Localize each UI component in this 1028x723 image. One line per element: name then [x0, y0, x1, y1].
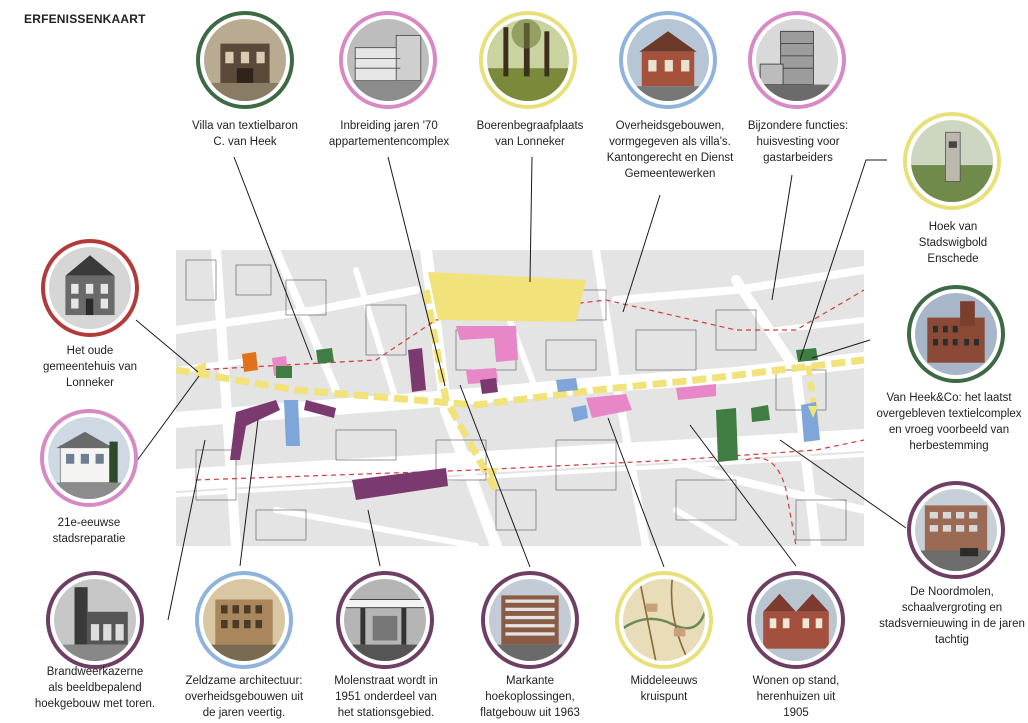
old-building-photo-icon — [756, 19, 838, 101]
markante-caption: Markante hoekoplossingen, flatgebouw uit 1963 — [480, 675, 580, 719]
overheid-caption: Overheidsgebouwen, vormgegeven als villa's. Kantongerecht en Dienst Gemeentewerken — [606, 120, 734, 180]
molenstraat-caption: Molenstraat wordt in 1951 onderdeel van het stationsgebied. — [334, 675, 438, 719]
markante-photo-circle — [481, 571, 579, 669]
forties-building-photo-icon — [203, 579, 285, 661]
town-hall-photo-icon — [49, 247, 131, 329]
21e-photo-circle — [40, 409, 138, 507]
townhouses-photo-icon — [755, 579, 837, 661]
zeldzame-caption: Zeldzame architectuur: overheidsgebouwen uit de jaren veertig. — [184, 675, 304, 719]
bijzondere-photo-circle — [748, 11, 846, 109]
gemeentehuis-caption: Het oude gemeentehuis van Lonneker — [43, 345, 137, 389]
fire-station-photo-icon — [54, 579, 136, 661]
21e-caption: 21e-eeuwse stadsreparatie — [52, 517, 126, 545]
noordmolen-photo-circle — [907, 481, 1005, 579]
zeldzame-photo-circle — [195, 571, 293, 669]
wonen-caption: Wonen op stand, herenhuizen uit 1905 — [752, 675, 840, 719]
middeleeuws-photo-circle — [615, 571, 713, 669]
boundary-stone-photo-icon — [911, 120, 993, 202]
noordmolen-caption: De Noordmolen, schaalvergroting en stadsvernieuwing in de jaren tachtig — [879, 586, 1025, 646]
modern-house-photo-icon — [48, 417, 130, 499]
villa-caption: Villa van textielbaron C. van Heek — [192, 120, 298, 148]
overheid-photo-circle — [619, 11, 717, 109]
station-canopy-photo-icon — [344, 579, 426, 661]
vanheek-photo-circle — [907, 285, 1005, 383]
brick-villa-photo-icon — [627, 19, 709, 101]
boerenbegraafplaats-photo-circle — [479, 11, 577, 109]
apartment-photo-icon — [347, 19, 429, 101]
wonen-photo-circle — [747, 571, 845, 669]
bijzondere-caption: Bijzondere functies: huisvesting voor gastarbeiders — [747, 120, 849, 164]
villa-photo-icon — [204, 19, 286, 101]
office-block-photo-icon — [915, 489, 997, 571]
page-title: ERFENISSENKAART — [24, 12, 146, 26]
textile-factory-photo-icon — [915, 293, 997, 375]
gemeentehuis-photo-circle — [41, 239, 139, 337]
old-map-photo-icon — [623, 579, 705, 661]
heritage-map — [176, 250, 864, 546]
hoek-photo-circle — [903, 112, 1001, 210]
brandweer-caption: Brandweerkazerne als beeldbepalend hoekgebouw met toren. — [34, 666, 156, 710]
molenstraat-photo-circle — [336, 571, 434, 669]
vanheek-caption: Van Heek&Co: het laatst overgebleven textielcomplex en vroeg voorbeeld van herbestemming — [876, 392, 1022, 452]
villa-photo-circle — [196, 11, 294, 109]
flat-building-photo-icon — [489, 579, 571, 661]
cemetery-trees-photo-icon — [487, 19, 569, 101]
inbreiding-photo-circle — [339, 11, 437, 109]
boerenbegraafplaats-caption: Boerenbegraafplaats van Lonneker — [476, 120, 584, 148]
middeleeuws-caption: Middeleeuws kruispunt — [630, 675, 698, 703]
brandweer-photo-circle — [46, 571, 144, 669]
hoek-caption: Hoek van Stadswigbold Enschede — [918, 221, 988, 265]
inbreiding-caption: Inbreiding jaren '70 appartementencomplex — [328, 120, 450, 148]
